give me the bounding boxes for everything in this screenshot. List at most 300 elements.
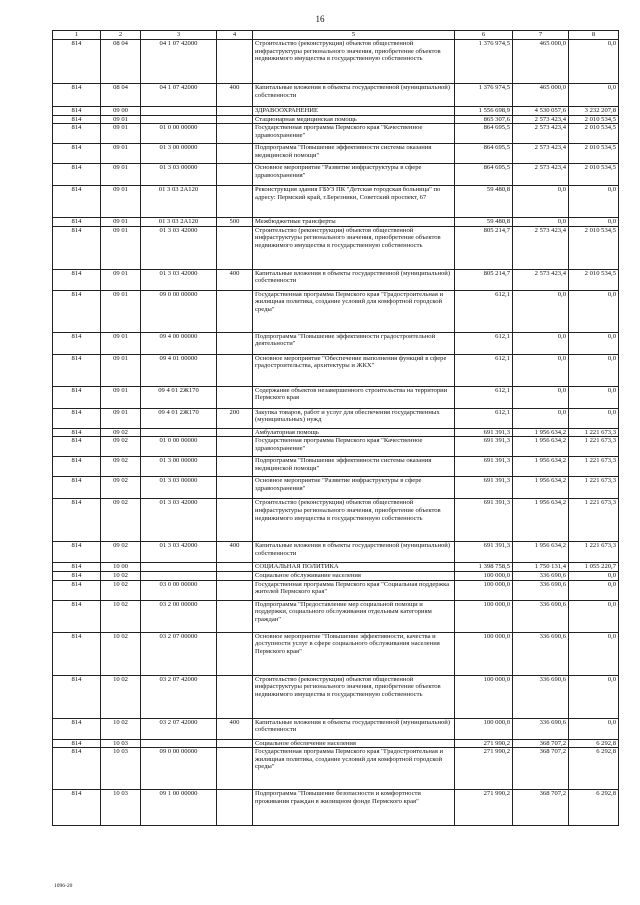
table-row: [53, 124, 619, 144]
amount-year2-cell: 1 750 131,4: [513, 563, 569, 572]
amount-year2-cell: 368 707,2: [513, 739, 569, 748]
amount-year1-cell: 691 391,3: [455, 437, 513, 457]
table-row: [53, 332, 619, 354]
table-row: [53, 457, 619, 477]
description-cell: Строительство (реконструкция) объектов общественной инфраструктуры регионального значения, приобретение объектов недвижимого имущества в государственную собственность: [253, 675, 455, 718]
table-row: [53, 107, 619, 116]
ministry-code-cell: 814: [53, 40, 101, 84]
description-cell: Содержание объектов незавершенного строительства на территории Пермского края: [253, 386, 455, 408]
amount-year3-cell: 2 010 534,5: [569, 164, 619, 186]
description-cell: Социальное обслуживание населения: [253, 571, 455, 580]
target-article-cell: 01 3 00 00000: [141, 457, 217, 477]
target-article-cell: 09 4 01 2Ж170: [141, 408, 217, 428]
target-article-cell: 01 3 03 2А120: [141, 186, 217, 218]
description-cell: Капитальные вложения в объекты государственной (муниципальной) собственности: [253, 542, 455, 563]
amount-year1-cell: 1 398 758,5: [455, 563, 513, 572]
table-row: [53, 269, 619, 290]
target-article-cell: 09 0 00 00000: [141, 748, 217, 790]
expense-type-cell: [217, 477, 253, 499]
table-row: [53, 290, 619, 332]
amount-year2-cell: 336 690,6: [513, 718, 569, 739]
amount-year1-cell: 100 000,0: [455, 632, 513, 675]
expense-type-cell: [217, 124, 253, 144]
amount-year3-cell: 1 221 673,3: [569, 457, 619, 477]
expense-type-cell: [217, 40, 253, 84]
ministry-code-cell: 814: [53, 290, 101, 332]
amount-year1-cell: 271 990,2: [455, 748, 513, 790]
table-row: [53, 542, 619, 563]
amount-year1-cell: 612,1: [455, 386, 513, 408]
description-cell: Государственная программа Пермского края "Социальная поддержка жителей Пермского края": [253, 580, 455, 600]
expense-type-cell: [217, 600, 253, 632]
section-code-cell: 09 02: [101, 542, 141, 563]
ministry-code-cell: 814: [53, 580, 101, 600]
expense-type-cell: [217, 580, 253, 600]
amount-year2-cell: 336 690,6: [513, 600, 569, 632]
section-code-cell: 09 02: [101, 477, 141, 499]
amount-year2-cell: 4 530 057,6: [513, 107, 569, 116]
target-article-cell: 01 3 03 42000: [141, 226, 217, 269]
ministry-code-cell: 814: [53, 226, 101, 269]
ministry-code-cell: 814: [53, 84, 101, 107]
target-article-cell: [141, 739, 217, 748]
amount-year3-cell: 2 010 534,5: [569, 124, 619, 144]
amount-year1-cell: 612,1: [455, 290, 513, 332]
table-row: [53, 164, 619, 186]
amount-year2-cell: 0,0: [513, 332, 569, 354]
amount-year1-cell: 864 695,5: [455, 124, 513, 144]
table-row: [53, 477, 619, 499]
description-cell: Реконструкция здания ГБУЗ ПК "Детская городская больница" по адресу: Пермский край, г.Березники, Советский проспект, 67: [253, 186, 455, 218]
footer-code: 1096-20: [54, 883, 73, 889]
target-article-cell: 03 2 07 42000: [141, 718, 217, 739]
description-cell: Подпрограмма "Повышение эффективности системы оказания медицинской помощи": [253, 457, 455, 477]
amount-year2-cell: 336 690,6: [513, 632, 569, 675]
ministry-code-cell: 814: [53, 386, 101, 408]
amount-year3-cell: 1 221 673,3: [569, 428, 619, 437]
amount-year3-cell: 0,0: [569, 290, 619, 332]
amount-year3-cell: 0,0: [569, 600, 619, 632]
section-code-cell: 09 01: [101, 408, 141, 428]
ministry-code-cell: 814: [53, 269, 101, 290]
header-cell: 2: [101, 31, 141, 40]
table-row: [53, 354, 619, 386]
ministry-code-cell: 814: [53, 739, 101, 748]
description-cell: Амбулаторная помощь: [253, 428, 455, 437]
amount-year1-cell: 805 214,7: [455, 226, 513, 269]
description-cell: Капитальные вложения в объекты государственной (муниципальной) собственности: [253, 84, 455, 107]
amount-year1-cell: 59 480,8: [455, 186, 513, 218]
expense-type-cell: [217, 332, 253, 354]
amount-year3-cell: 0,0: [569, 40, 619, 84]
amount-year2-cell: 465 000,0: [513, 40, 569, 84]
amount-year3-cell: 1 055 220,7: [569, 563, 619, 572]
amount-year3-cell: 2 010 534,5: [569, 269, 619, 290]
expense-type-cell: 400: [217, 84, 253, 107]
amount-year2-cell: 336 690,6: [513, 580, 569, 600]
ministry-code-cell: 814: [53, 748, 101, 790]
table-row: [53, 408, 619, 428]
amount-year2-cell: 2 573 423,4: [513, 124, 569, 144]
section-code-cell: 09 01: [101, 269, 141, 290]
amount-year2-cell: 1 956 634,2: [513, 477, 569, 499]
section-code-cell: 10 02: [101, 718, 141, 739]
ministry-code-cell: 814: [53, 124, 101, 144]
table-row: [53, 144, 619, 164]
amount-year2-cell: 336 690,6: [513, 675, 569, 718]
target-article-cell: [141, 107, 217, 116]
expense-type-cell: 400: [217, 269, 253, 290]
section-code-cell: 09 01: [101, 226, 141, 269]
amount-year3-cell: 0,0: [569, 218, 619, 227]
section-code-cell: 09 00: [101, 107, 141, 116]
table-row: [53, 186, 619, 218]
expense-type-cell: [217, 571, 253, 580]
amount-year3-cell: 1 221 673,3: [569, 437, 619, 457]
amount-year1-cell: 805 214,7: [455, 269, 513, 290]
amount-year2-cell: 368 707,2: [513, 790, 569, 826]
table-row: [53, 790, 619, 826]
header-cell: 8: [569, 31, 619, 40]
description-cell: Межбюджетные трансферты: [253, 218, 455, 227]
ministry-code-cell: 814: [53, 499, 101, 542]
amount-year1-cell: 612,1: [455, 354, 513, 386]
expense-type-cell: [217, 386, 253, 408]
amount-year2-cell: 0,0: [513, 354, 569, 386]
section-code-cell: 10 00: [101, 563, 141, 572]
expense-type-cell: [217, 748, 253, 790]
amount-year2-cell: 368 707,2: [513, 748, 569, 790]
amount-year2-cell: 1 956 634,2: [513, 457, 569, 477]
description-cell: Основное мероприятие "Обеспечение выполнения функций в сфере градостроительства, архитектуры и ЖКХ": [253, 354, 455, 386]
description-cell: Капитальные вложения в объекты государственной (муниципальной) собственности: [253, 718, 455, 739]
header-cell: 5: [253, 31, 455, 40]
target-article-cell: 01 3 00 00000: [141, 144, 217, 164]
amount-year2-cell: 0,0: [513, 290, 569, 332]
section-code-cell: 09 01: [101, 115, 141, 124]
section-code-cell: 09 02: [101, 457, 141, 477]
expense-type-cell: [217, 499, 253, 542]
section-code-cell: 09 01: [101, 144, 141, 164]
amount-year2-cell: 2 573 423,4: [513, 144, 569, 164]
target-article-cell: [141, 428, 217, 437]
amount-year3-cell: 0,0: [569, 332, 619, 354]
section-code-cell: 09 01: [101, 332, 141, 354]
amount-year1-cell: 691 391,3: [455, 457, 513, 477]
ministry-code-cell: 814: [53, 408, 101, 428]
table-row: [53, 600, 619, 632]
amount-year2-cell: 336 690,6: [513, 571, 569, 580]
amount-year2-cell: 2 573 423,4: [513, 164, 569, 186]
ministry-code-cell: 814: [53, 542, 101, 563]
target-article-cell: [141, 115, 217, 124]
target-article-cell: [141, 563, 217, 572]
ministry-code-cell: 814: [53, 675, 101, 718]
expense-type-cell: 400: [217, 542, 253, 563]
section-code-cell: 10 02: [101, 675, 141, 718]
ministry-code-cell: 814: [53, 632, 101, 675]
section-code-cell: 09 01: [101, 218, 141, 227]
description-cell: Строительство (реконструкция) объектов общественной инфраструктуры регионального значения, приобретение объектов недвижимого имущества в государственную собственность: [253, 226, 455, 269]
section-code-cell: 10 02: [101, 580, 141, 600]
expense-type-cell: [217, 790, 253, 826]
table-row: [53, 428, 619, 437]
amount-year3-cell: 3 232 207,8: [569, 107, 619, 116]
amount-year3-cell: 2 010 534,5: [569, 144, 619, 164]
ministry-code-cell: 814: [53, 332, 101, 354]
amount-year3-cell: 0,0: [569, 632, 619, 675]
description-cell: СОЦИАЛЬНАЯ ПОЛИТИКА: [253, 563, 455, 572]
expense-type-cell: [217, 632, 253, 675]
amount-year3-cell: 0,0: [569, 571, 619, 580]
amount-year3-cell: 0,0: [569, 186, 619, 218]
amount-year2-cell: 2 573 423,4: [513, 269, 569, 290]
target-article-cell: 01 3 03 00000: [141, 164, 217, 186]
expense-type-cell: 200: [217, 408, 253, 428]
target-article-cell: 03 2 07 42000: [141, 675, 217, 718]
amount-year2-cell: 0,0: [513, 218, 569, 227]
amount-year1-cell: 691 391,3: [455, 542, 513, 563]
section-code-cell: 10 02: [101, 600, 141, 632]
description-cell: Закупка товаров, работ и услуг для обеспечения государственных (муниципальных) нужд: [253, 408, 455, 428]
description-cell: Подпрограмма "Повышение безопасности и комфортности проживания граждан в жилищном фонде Пермского края": [253, 790, 455, 826]
amount-year1-cell: 864 695,5: [455, 144, 513, 164]
amount-year2-cell: 465 000,0: [513, 84, 569, 107]
target-article-cell: 03 0 00 00000: [141, 580, 217, 600]
target-article-cell: 09 4 01 2Ж170: [141, 386, 217, 408]
ministry-code-cell: 814: [53, 571, 101, 580]
section-code-cell: 09 02: [101, 428, 141, 437]
ministry-code-cell: 814: [53, 477, 101, 499]
expense-type-cell: [217, 226, 253, 269]
expense-type-cell: [217, 354, 253, 386]
table-row: [53, 437, 619, 457]
target-article-cell: 09 1 00 00000: [141, 790, 217, 826]
header-cell: 7: [513, 31, 569, 40]
header-cell: 3: [141, 31, 217, 40]
section-code-cell: 10 02: [101, 632, 141, 675]
amount-year3-cell: 1 221 673,3: [569, 542, 619, 563]
description-cell: Подпрограмма "Предоставление мер социальной помощи и поддержки, социального обслуживания отдельным категориям граждан": [253, 600, 455, 632]
expense-type-cell: [217, 290, 253, 332]
ministry-code-cell: 814: [53, 186, 101, 218]
table-row: [53, 739, 619, 748]
table-row: [53, 563, 619, 572]
amount-year2-cell: 2 573 423,4: [513, 226, 569, 269]
section-code-cell: 10 03: [101, 739, 141, 748]
amount-year1-cell: 100 000,0: [455, 675, 513, 718]
section-code-cell: 09 01: [101, 354, 141, 386]
amount-year1-cell: 271 990,2: [455, 739, 513, 748]
amount-year1-cell: 100 000,0: [455, 600, 513, 632]
expense-type-cell: [217, 115, 253, 124]
description-cell: Подпрограмма "Повышение эффективности градостроительной деятельности": [253, 332, 455, 354]
ministry-code-cell: 814: [53, 600, 101, 632]
amount-year1-cell: 271 990,2: [455, 790, 513, 826]
amount-year2-cell: 0,0: [513, 186, 569, 218]
section-code-cell: 09 02: [101, 437, 141, 457]
amount-year2-cell: 0,0: [513, 386, 569, 408]
ministry-code-cell: 814: [53, 164, 101, 186]
table-body: [53, 31, 619, 826]
amount-year2-cell: 1 956 634,2: [513, 499, 569, 542]
header-cell: 1: [53, 31, 101, 40]
target-article-cell: 04 1 07 42000: [141, 84, 217, 107]
ministry-code-cell: 814: [53, 107, 101, 116]
amount-year1-cell: 1 556 698,9: [455, 107, 513, 116]
amount-year1-cell: 612,1: [455, 408, 513, 428]
target-article-cell: 01 0 00 00000: [141, 124, 217, 144]
section-code-cell: 09 01: [101, 124, 141, 144]
description-cell: Подпрограмма "Повышение эффективности системы оказания медицинской помощи": [253, 144, 455, 164]
amount-year3-cell: 0,0: [569, 718, 619, 739]
amount-year2-cell: 1 956 634,2: [513, 542, 569, 563]
ministry-code-cell: 814: [53, 115, 101, 124]
header-cell: 6: [455, 31, 513, 40]
ministry-code-cell: 814: [53, 457, 101, 477]
amount-year2-cell: 1 956 634,2: [513, 428, 569, 437]
page-number: 16: [315, 14, 325, 24]
target-article-cell: 01 3 03 42000: [141, 542, 217, 563]
amount-year2-cell: 2 573 423,4: [513, 115, 569, 124]
expense-type-cell: [217, 107, 253, 116]
amount-year3-cell: 0,0: [569, 84, 619, 107]
description-cell: Государственная программа Пермского края "Градостроительная и жилищная политика, создание условий для комфортной городской среды": [253, 748, 455, 790]
table-row: [53, 748, 619, 790]
section-code-cell: 09 02: [101, 499, 141, 542]
amount-year3-cell: 0,0: [569, 675, 619, 718]
description-cell: Основное мероприятие "Развитие инфраструктуры в сфере здравоохранения": [253, 164, 455, 186]
description-cell: Строительство (реконструкция) объектов общественной инфраструктуры регионального значения, приобретение объектов недвижимого имущества в государственную собственность: [253, 40, 455, 84]
amount-year2-cell: 1 956 634,2: [513, 437, 569, 457]
amount-year3-cell: 1 221 673,3: [569, 499, 619, 542]
ministry-code-cell: 814: [53, 790, 101, 826]
ministry-code-cell: 814: [53, 718, 101, 739]
table-row: [53, 571, 619, 580]
description-cell: Строительство (реконструкция) объектов общественной инфраструктуры регионального значения, приобретение объектов недвижимого имущества в государственную собственность: [253, 499, 455, 542]
section-code-cell: 10 03: [101, 790, 141, 826]
amount-year2-cell: 0,0: [513, 408, 569, 428]
description-cell: Государственная программа Пермского края "Качественное здравоохранение": [253, 124, 455, 144]
amount-year1-cell: 865 307,6: [455, 115, 513, 124]
header-row: [53, 31, 619, 40]
header-cell: 4: [217, 31, 253, 40]
expense-type-cell: [217, 144, 253, 164]
table-row: [53, 84, 619, 107]
description-cell: Капитальные вложения в объекты государственной (муниципальной) собственности: [253, 269, 455, 290]
target-article-cell: 03 2 00 00000: [141, 600, 217, 632]
ministry-code-cell: 814: [53, 354, 101, 386]
table-row: [53, 218, 619, 227]
table-row: [53, 115, 619, 124]
amount-year3-cell: 6 292,8: [569, 748, 619, 790]
amount-year1-cell: 100 000,0: [455, 580, 513, 600]
table-row: [53, 675, 619, 718]
ministry-code-cell: 814: [53, 144, 101, 164]
amount-year1-cell: 100 000,0: [455, 718, 513, 739]
expense-type-cell: 500: [217, 218, 253, 227]
target-article-cell: 01 0 00 00000: [141, 437, 217, 457]
amount-year3-cell: 0,0: [569, 354, 619, 386]
description-cell: Государственная программа Пермского края "Градостроительная и жилищная политика, создание условий для комфортной городской среды": [253, 290, 455, 332]
description-cell: Основное мероприятие "Развитие инфраструктуры в сфере здравоохранения": [253, 477, 455, 499]
expense-type-cell: 400: [217, 718, 253, 739]
target-article-cell: 01 3 03 2А120: [141, 218, 217, 227]
amount-year1-cell: 691 391,3: [455, 428, 513, 437]
budget-table: [52, 30, 619, 826]
amount-year1-cell: 1 376 974,5: [455, 40, 513, 84]
target-article-cell: 01 3 03 00000: [141, 477, 217, 499]
target-article-cell: 09 4 00 00000: [141, 332, 217, 354]
section-code-cell: 09 01: [101, 386, 141, 408]
amount-year3-cell: 0,0: [569, 408, 619, 428]
ministry-code-cell: 814: [53, 437, 101, 457]
table-row: [53, 40, 619, 84]
table-row: [53, 499, 619, 542]
ministry-code-cell: 814: [53, 428, 101, 437]
amount-year1-cell: 691 391,3: [455, 499, 513, 542]
ministry-code-cell: 814: [53, 563, 101, 572]
section-code-cell: 08 04: [101, 84, 141, 107]
target-article-cell: 01 3 03 42000: [141, 499, 217, 542]
amount-year3-cell: 0,0: [569, 580, 619, 600]
expense-type-cell: [217, 675, 253, 718]
expense-type-cell: [217, 428, 253, 437]
table-row: [53, 580, 619, 600]
target-article-cell: 01 3 03 42000: [141, 269, 217, 290]
target-article-cell: 04 1 07 42000: [141, 40, 217, 84]
ministry-code-cell: 814: [53, 218, 101, 227]
description-cell: Государственная программа Пермского края "Качественное здравоохранение": [253, 437, 455, 457]
expense-type-cell: [217, 739, 253, 748]
amount-year3-cell: 6 292,8: [569, 790, 619, 826]
amount-year1-cell: 100 000,0: [455, 571, 513, 580]
target-article-cell: 03 2 07 00000: [141, 632, 217, 675]
amount-year3-cell: 2 010 534,5: [569, 226, 619, 269]
amount-year1-cell: 1 376 974,5: [455, 84, 513, 107]
section-code-cell: 10 03: [101, 748, 141, 790]
expense-type-cell: [217, 186, 253, 218]
table-row: [53, 386, 619, 408]
section-code-cell: 09 01: [101, 164, 141, 186]
description-cell: Основное мероприятие "Повышение эффективности, качества и доступности услуг в сфере социального обслуживания населения Пермского края": [253, 632, 455, 675]
target-article-cell: [141, 571, 217, 580]
target-article-cell: 09 0 00 00000: [141, 290, 217, 332]
amount-year1-cell: 612,1: [455, 332, 513, 354]
section-code-cell: 09 01: [101, 186, 141, 218]
expense-type-cell: [217, 457, 253, 477]
table-row: [53, 632, 619, 675]
description-cell: ЗДРАВООХРАНЕНИЕ: [253, 107, 455, 116]
section-code-cell: 09 01: [101, 290, 141, 332]
section-code-cell: 08 04: [101, 40, 141, 84]
amount-year3-cell: 2 010 534,5: [569, 115, 619, 124]
amount-year1-cell: 59 480,8: [455, 218, 513, 227]
table-row: [53, 718, 619, 739]
description-cell: Стационарная медицинская помощь: [253, 115, 455, 124]
expense-type-cell: [217, 164, 253, 186]
target-article-cell: 09 4 01 00000: [141, 354, 217, 386]
amount-year3-cell: 1 221 673,3: [569, 477, 619, 499]
amount-year3-cell: 0,0: [569, 386, 619, 408]
table-row: [53, 226, 619, 269]
amount-year3-cell: 6 292,8: [569, 739, 619, 748]
amount-year1-cell: 691 391,3: [455, 477, 513, 499]
description-cell: Социальное обеспечение населения: [253, 739, 455, 748]
expense-type-cell: [217, 437, 253, 457]
expense-type-cell: [217, 563, 253, 572]
amount-year1-cell: 864 695,5: [455, 164, 513, 186]
